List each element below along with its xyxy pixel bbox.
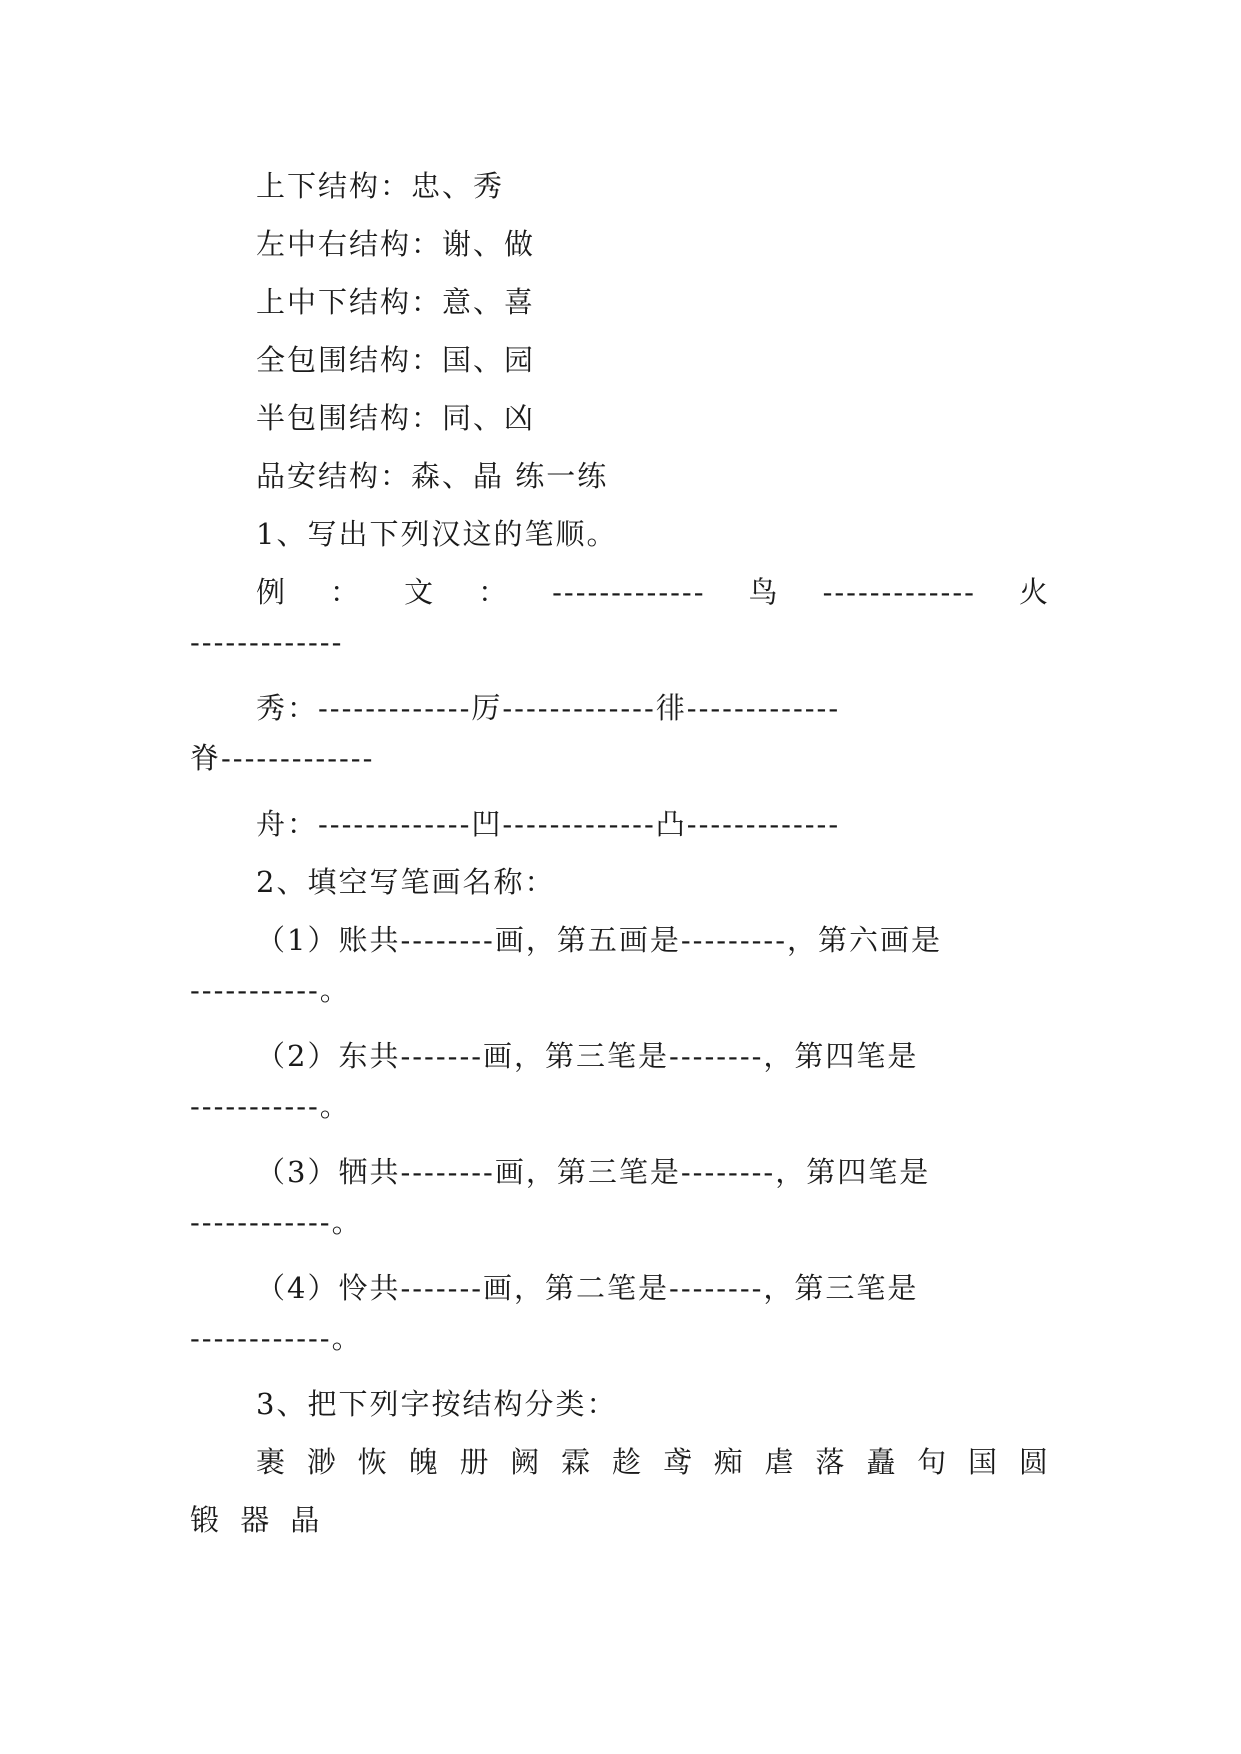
q2-item-1-line2[interactable]: -----------。 <box>190 973 351 1007</box>
q3-chars-row-2: 锻 器 晶 <box>190 1503 326 1537</box>
structure-line-1: 上下结构：忠、秀 <box>256 169 505 203</box>
q1-example-blank[interactable]: ------------- <box>822 575 976 609</box>
q3-char: 趁 <box>612 1445 644 1479</box>
q3-char: 恢 <box>357 1445 389 1479</box>
q3-char: 落 <box>815 1445 847 1479</box>
q3-char: 句 <box>917 1445 949 1479</box>
q1-example-token: 鸟 <box>748 575 780 609</box>
q3-char: 鸢 <box>662 1445 694 1479</box>
q1-example-blank[interactable]: ------------- <box>552 575 706 609</box>
q3-title: 3、把下列字按结构分类： <box>256 1387 618 1421</box>
q2-item-2-line1[interactable]: （2）东共-------画，第三笔是--------，第四笔是 <box>256 1039 919 1073</box>
q2-item-3-line2[interactable]: ------------。 <box>190 1205 363 1239</box>
q1-example-continuation[interactable]: ------------- <box>190 625 344 659</box>
q3-char: 痴 <box>713 1445 745 1479</box>
q3-char: 阙 <box>510 1445 542 1479</box>
q1-example-token: ： <box>330 575 362 609</box>
structure-line-2: 左中右结构：谢、做 <box>256 227 536 261</box>
q1-row2-line1[interactable]: 秀：-------------厉-------------徘------------- <box>256 691 841 725</box>
structure-line-4: 全包围结构：国、园 <box>256 343 536 377</box>
q1-example-token: ： <box>478 575 510 609</box>
q1-row2-line2[interactable]: 脊------------- <box>190 741 375 775</box>
q3-char: 渺 <box>306 1445 338 1479</box>
q3-char: 虐 <box>764 1445 796 1479</box>
q2-item-4-line2[interactable]: ------------。 <box>190 1321 363 1355</box>
structure-line-3: 上中下结构：意、喜 <box>256 285 536 319</box>
q3-char: 矗 <box>866 1445 898 1479</box>
q3-char: 魄 <box>408 1445 440 1479</box>
q3-char: 霖 <box>561 1445 593 1479</box>
q2-item-4-line1[interactable]: （4）怜共-------画，第二笔是--------，第三笔是 <box>256 1271 919 1305</box>
q3-chars-row-1 <box>190 1433 1050 1491</box>
q1-example-token: 火 <box>1018 575 1050 609</box>
q3-char: 裹 <box>256 1445 288 1479</box>
q2-item-1-line1[interactable]: （1）账共--------画，第五画是---------，第六画是 <box>256 923 943 957</box>
q2-title: 2、填空写笔画名称： <box>256 865 556 899</box>
q3-char: 国 <box>968 1445 1000 1479</box>
q3-char: 册 <box>459 1445 491 1479</box>
q3-char: 圆 <box>1018 1445 1050 1479</box>
q2-item-3-line1[interactable]: （3）牺共--------画，第三笔是--------，第四笔是 <box>256 1155 931 1189</box>
q1-example-token: 文 <box>404 575 436 609</box>
q2-item-2-line2[interactable]: -----------。 <box>190 1089 351 1123</box>
q1-row3[interactable]: 舟：-------------凹-------------凸------------- <box>256 807 841 841</box>
structure-line-5: 半包围结构：同、凶 <box>256 401 536 435</box>
structure-line-6: 品安结构：森、晶 练一练 <box>256 459 609 493</box>
q1-title: 1、写出下列汉这的笔顺。 <box>256 517 618 551</box>
q1-example-token: 例 <box>256 575 288 609</box>
